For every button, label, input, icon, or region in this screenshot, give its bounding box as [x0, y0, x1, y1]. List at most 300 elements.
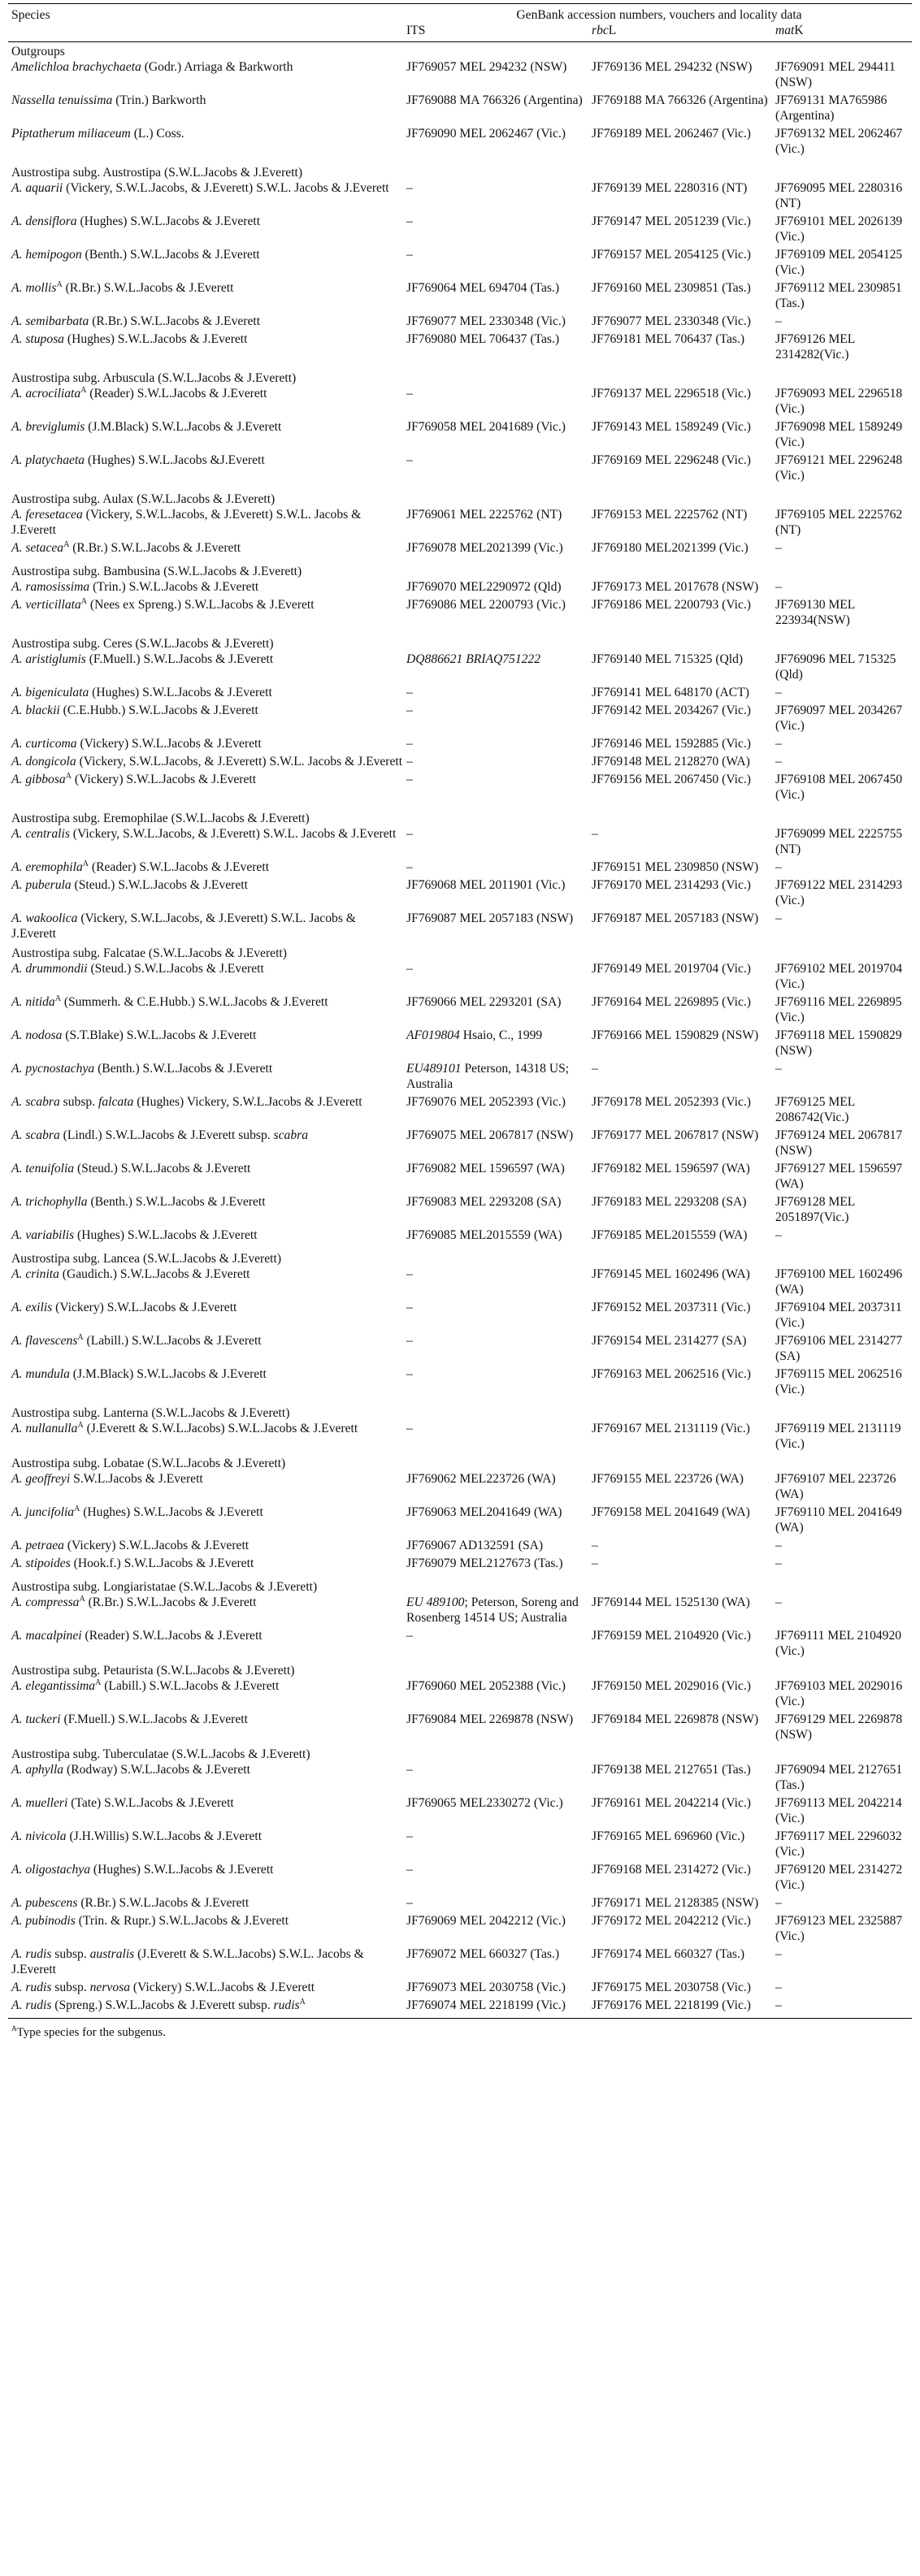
table-row	[8, 419, 912, 452]
species-cell: A. scabra (Lindl.) S.W.L.Jacobs & J.Everett subsp. scabra	[11, 1128, 308, 1142]
rbcl-cell: JF769187 MEL 2057183 (NSW)	[592, 911, 759, 925]
matk-cell: –	[775, 1896, 782, 1910]
matk-cell: JF769121 MEL 2296248 (Vic.)	[775, 453, 903, 483]
matk-cell: JF769132 MEL 2062467 (Vic.)	[775, 127, 903, 156]
species-cell: A. stipoides (Hook.f.) S.W.L.Jacobs & J.Everett	[11, 1556, 254, 1570]
table-body	[8, 42, 912, 2019]
table-row	[8, 280, 912, 314]
subgenus-label: Austrostipa subg. Lobatae (S.W.L.Jacobs & J.Everett)	[11, 1457, 286, 1470]
subgenus-label: Austrostipa subg. Falcatae (S.W.L.Jacobs & J.Everett)	[11, 946, 287, 960]
matk-cell: –	[775, 541, 782, 555]
table-row	[8, 59, 912, 93]
subgenus-label: Austrostipa subg. Petaurista (S.W.L.Jacobs & J.Everett)	[11, 1664, 295, 1678]
table-row	[8, 1194, 912, 1227]
its-cell: JF769069 MEL 2042212 (Vic.)	[406, 1914, 566, 1928]
species-cell: A. dongicola (Vickery, S.W.L.Jacobs, & J.Everett) S.W.L. Jacobs & J.Everett	[11, 755, 403, 768]
rbcl-cell: JF769181 MEL 706437 (Tas.)	[592, 332, 745, 346]
table-row	[8, 93, 912, 126]
rbcl-cell: JF769138 MEL 2127651 (Tas.)	[592, 1763, 751, 1777]
table-row	[8, 754, 912, 772]
its-cell: JF769077 MEL 2330348 (Vic.)	[406, 314, 566, 328]
table-row	[8, 1762, 912, 1795]
matk-cell: JF769111 MEL 2104920 (Vic.)	[775, 1629, 902, 1658]
rbcl-cell: JF769172 MEL 2042212 (Vic.)	[592, 1914, 751, 1928]
matk-cell: JF769130 MEL 223934(NSW)	[775, 598, 855, 627]
matk-cell: –	[775, 1947, 782, 1961]
table-row	[8, 1266, 912, 1300]
its-cell: JF769076 MEL 2052393 (Vic.)	[406, 1095, 566, 1109]
species-cell: A. acrociliata$^A$ (Reader) S.W.L.Jacobs & J.Everett	[11, 385, 267, 400]
table-row	[8, 597, 912, 630]
species-cell: A. tenuifolia (Steud.) S.W.L.Jacobs & J.Everett	[11, 1162, 251, 1175]
its-cell: –	[406, 1763, 413, 1777]
table-row	[8, 1471, 912, 1504]
table-row	[8, 1556, 912, 1574]
its-cell: JF769062 MEL223726 (WA)	[406, 1472, 556, 1486]
matk-cell: JF769091 MEL 294411 (NSW)	[775, 60, 896, 89]
rbcl-cell: JF769177 MEL 2067817 (NSW)	[592, 1128, 759, 1142]
matk-cell: JF769094 MEL 2127651 (Tas.)	[775, 1763, 903, 1792]
table-row	[8, 1504, 912, 1538]
rbcl-cell: JF769159 MEL 2104920 (Vic.)	[592, 1629, 751, 1643]
species-cell: A. pubescens (R.Br.) S.W.L.Jacobs & J.Everett	[11, 1896, 250, 1910]
its-cell: –	[406, 181, 413, 195]
its-cell: EU 489100; Peterson, Soreng and Rosenberg 14514 US; Australia	[406, 1595, 579, 1625]
group-header-row	[8, 42, 912, 60]
rbcl-cell: JF769137 MEL 2296518 (Vic.)	[592, 387, 751, 400]
matk-cell: JF769109 MEL 2054125 (Vic.)	[775, 248, 903, 277]
species-cell: A. rudis subsp. australis (J.Everett & S.W.L.Jacobs) S.W.L. Jacobs & J.Everett	[11, 1947, 364, 1976]
its-cell: –	[406, 860, 413, 874]
subgenus-header-row	[8, 486, 912, 507]
species-cell: A. pubinodis (Trin. & Rupr.) S.W.L.Jacobs & J.Everett	[11, 1914, 289, 1928]
matk-cell: JF769126 MEL 2314282(Vic.)	[775, 332, 855, 362]
matk-cell: JF769128 MEL 2051897(Vic.)	[775, 1195, 855, 1224]
matk-cell: –	[775, 314, 782, 328]
species-cell: A. oligostachya (Hughes) S.W.L.Jacobs & J.Everett	[11, 1863, 274, 1877]
its-cell: DQ886621 BRIAQ751222	[406, 652, 541, 666]
its-cell: –	[406, 1367, 413, 1381]
species-cell: A. nullanulla$^A$ (J.Everett & S.W.L.Jacobs) S.W.L.Jacobs & J.Everett	[11, 1420, 358, 1435]
matk-cell: JF769106 MEL 2314277 (SA)	[775, 1334, 903, 1363]
subgenus-header-row	[8, 1574, 912, 1595]
table-row	[8, 961, 912, 994]
subgenus-label: Austrostipa subg. Lanterna (S.W.L.Jacobs & J.Everett)	[11, 1406, 290, 1420]
table-row	[8, 1712, 912, 1745]
matk-cell: –	[775, 1228, 782, 1242]
rbcl-cell: JF769165 MEL 696960 (Vic.)	[592, 1829, 745, 1843]
species-cell: Nassella tenuissima (Trin.) Barkworth	[11, 93, 206, 107]
table-row	[8, 772, 912, 805]
matk-cell: JF769097 MEL 2034267 (Vic.)	[775, 704, 903, 733]
matk-cell: JF769118 MEL 1590829 (NSW)	[775, 1028, 902, 1058]
species-cell: A. aristiglumis (F.Muell.) S.W.L.Jacobs & J.Everett	[11, 652, 274, 666]
rbcl-cell: JF769145 MEL 1602496 (WA)	[592, 1267, 750, 1281]
its-cell: JF769088 MA 766326 (Argentina)	[406, 93, 583, 107]
matk-cell: JF769095 MEL 2280316 (NT)	[775, 181, 903, 210]
matk-cell: –	[775, 737, 782, 751]
rbcl-cell: JF769140 MEL 715325 (Qld)	[592, 652, 744, 666]
its-cell: JF769082 MEL 1596597 (WA)	[406, 1162, 565, 1175]
rbcl-cell: JF769143 MEL 1589249 (Vic.)	[592, 420, 751, 434]
subgenus-label: Outgroups	[11, 45, 65, 58]
its-cell: EU489101 Peterson, 14318 US; Australia	[406, 1062, 570, 1091]
rbcl-cell: JF769186 MEL 2200793 (Vic.)	[592, 598, 751, 612]
matk-cell: JF769110 MEL 2041649 (WA)	[775, 1505, 902, 1535]
species-cell: A. exilis (Vickery) S.W.L.Jacobs & J.Everett	[11, 1301, 237, 1314]
rbcl-cell: JF769169 MEL 2296248 (Vic.)	[592, 453, 751, 467]
matk-cell: JF769098 MEL 1589249 (Vic.)	[775, 420, 903, 449]
matk-cell: JF769112 MEL 2309851 (Tas.)	[775, 281, 902, 310]
species-cell: A. feresetacea (Vickery, S.W.L.Jacobs, & J.Everett) S.W.L. Jacobs & J.Everett	[11, 508, 362, 537]
table-row	[8, 859, 912, 877]
table-row	[8, 1998, 912, 2019]
its-cell: JF769061 MEL 2225762 (NT)	[406, 508, 562, 522]
its-cell: JF769057 MEL 294232 (NSW)	[406, 60, 567, 74]
its-cell: –	[406, 1863, 413, 1877]
rbcl-cell: JF769175 MEL 2030758 (Vic.)	[592, 1981, 751, 1994]
subgenus-header-row	[8, 1400, 912, 1421]
matk-cell: JF769123 MEL 2325887 (Vic.)	[775, 1914, 903, 1943]
rbcl-cell: JF769077 MEL 2330348 (Vic.)	[592, 314, 751, 328]
rbcl-cell: JF769152 MEL 2037311 (Vic.)	[592, 1301, 751, 1314]
its-cell: JF769075 MEL 2067817 (NSW)	[406, 1128, 574, 1142]
its-cell: –	[406, 686, 413, 699]
species-cell: A. aquarii (Vickery, S.W.L.Jacobs, & J.Everett) S.W.L. Jacobs & J.Everett	[11, 181, 389, 195]
subgenus-header-row	[8, 1245, 912, 1266]
rbcl-cell: JF769184 MEL 2269878 (NSW)	[592, 1712, 759, 1726]
its-cell: JF769074 MEL 2218199 (Vic.)	[403, 1998, 588, 2019]
species-cell: A. nodosa (S.T.Blake) S.W.L.Jacobs & J.Everett	[11, 1028, 257, 1042]
table-row	[8, 1094, 912, 1128]
table-row	[8, 452, 912, 486]
matk-cell: JF769120 MEL 2314272 (Vic.)	[775, 1863, 903, 1892]
table-row	[8, 1061, 912, 1094]
species-cell: A. elegantissima$^A$ (Labill.) S.W.L.Jacobs & J.Everett	[11, 1678, 280, 1693]
species-cell: A. macalpinei (Reader) S.W.L.Jacobs & J.Everett	[11, 1629, 263, 1643]
its-cell: JF769064 MEL 694704 (Tas.)	[406, 281, 560, 295]
matk-cell: –	[775, 911, 782, 925]
rbcl-cell: JF769188 MA 766326 (Argentina)	[592, 93, 768, 107]
subgenus-header-row	[8, 1745, 912, 1762]
its-cell: JF769084 MEL 2269878 (NSW)	[406, 1712, 574, 1726]
species-cell: A. muelleri (Tate) S.W.L.Jacobs & J.Everett	[11, 1796, 234, 1810]
table-row	[8, 1980, 912, 1998]
table-row	[8, 1538, 912, 1556]
rbcl-cell: JF769168 MEL 2314272 (Vic.)	[592, 1863, 751, 1877]
rbcl-cell: –	[592, 827, 598, 841]
its-cell: –	[406, 827, 413, 841]
matk-cell: –	[775, 860, 782, 874]
matk-cell: JF769122 MEL 2314293 (Vic.)	[775, 878, 903, 907]
footnote: $^A$Type species for the subgenus.	[11, 2024, 166, 2039]
genbank-header: GenBank accession numbers, vouchers and locality data	[403, 4, 912, 24]
table-row	[8, 1913, 912, 1946]
table-row	[8, 214, 912, 247]
table-row	[8, 1161, 912, 1194]
its-cell: JF769070 MEL2290972 (Qld)	[406, 580, 562, 594]
table-row	[8, 1678, 912, 1712]
rbcl-cell: JF769170 MEL 2314293 (Vic.)	[592, 878, 751, 892]
its-cell: –	[406, 1629, 413, 1643]
matk-cell: JF769104 MEL 2037311 (Vic.)	[775, 1301, 902, 1330]
matk-cell: JF769127 MEL 1596597 (WA)	[775, 1162, 903, 1191]
species-cell: A. breviglumis (J.M.Black) S.W.L.Jacobs & J.Everett	[11, 420, 282, 434]
its-cell: –	[406, 1334, 413, 1348]
matk-cell: JF769124 MEL 2067817 (NSW)	[775, 1128, 903, 1158]
table-row	[8, 994, 912, 1028]
table-row	[8, 247, 912, 280]
species-cell: A. geoffreyi S.W.L.Jacobs & J.Everett	[11, 1472, 203, 1486]
species-header: Species	[8, 4, 403, 24]
rbcl-cell: JF769156 MEL 2067450 (Vic.)	[592, 773, 751, 786]
its-cell: JF769063 MEL2041649 (WA)	[406, 1505, 562, 1519]
species-cell: A. puberula (Steud.) S.W.L.Jacobs & J.Everett	[11, 878, 248, 892]
species-cell: A. flavescens$^A$ (Labill.) S.W.L.Jacobs & J.Everett	[11, 1332, 262, 1348]
matk-cell: JF769119 MEL 2131119 (Vic.)	[775, 1422, 901, 1451]
rbcl-cell: JF769150 MEL 2029016 (Vic.)	[592, 1679, 751, 1693]
rbcl-cell: JF769160 MEL 2309851 (Tas.)	[592, 281, 751, 295]
subgenus-header-row	[8, 944, 912, 961]
matk-cell: JF769100 MEL 1602496 (WA)	[775, 1267, 903, 1297]
species-cell: A. ramosissima (Trin.) S.W.L.Jacobs & J.Everett	[11, 580, 259, 594]
its-header: ITS	[403, 23, 588, 42]
matk-cell: JF769113 MEL 2042214 (Vic.)	[775, 1796, 902, 1825]
matk-cell: –	[775, 686, 782, 699]
its-cell: –	[406, 1829, 413, 1843]
subgenus-label: Austrostipa subg. Tuberculatae (S.W.L.Jacobs & J.Everett)	[11, 1747, 310, 1761]
rbcl-cell: JF769155 MEL 223726 (WA)	[592, 1472, 744, 1486]
matk-cell: JF769117 MEL 2296032 (Vic.)	[775, 1829, 902, 1859]
species-cell: Piptatherum miliaceum (L.) Coss.	[11, 127, 184, 141]
its-cell: –	[406, 962, 413, 976]
matk-cell: JF769099 MEL 2225755 (NT)	[775, 827, 903, 856]
its-cell: –	[406, 1422, 413, 1435]
subgenus-label: Austrostipa subg. Lancea (S.W.L.Jacobs & J.Everett)	[11, 1252, 282, 1266]
subgenus-header-row	[8, 365, 912, 386]
its-cell: JF769086 MEL 2200793 (Vic.)	[406, 598, 566, 612]
its-cell: JF769085 MEL2015559 (WA)	[406, 1228, 562, 1242]
rbcl-cell: JF769144 MEL 1525130 (WA)	[592, 1595, 750, 1609]
matk-cell: –	[775, 1981, 782, 1994]
species-cell: A. variabilis (Hughes) S.W.L.Jacobs & J.Everett	[11, 1228, 258, 1242]
species-cell: A. hemipogon (Benth.) S.W.L.Jacobs & J.Everett	[11, 248, 260, 262]
its-cell: JF769060 MEL 2052388 (Vic.)	[406, 1679, 566, 1693]
species-cell: A. aphylla (Rodway) S.W.L.Jacobs & J.Everett	[11, 1763, 250, 1777]
its-cell: JF769087 MEL 2057183 (NSW)	[406, 911, 574, 925]
rbcl-cell: JF769153 MEL 2225762 (NT)	[592, 508, 748, 522]
species-cell: A. rudis (Spreng.) S.W.L.Jacobs & J.Everett subsp. rudis$^A$	[8, 1998, 403, 2019]
rbcl-cell: JF769182 MEL 1596597 (WA)	[592, 1162, 750, 1175]
species-cell: A. gibbosa$^A$ (Vickery) S.W.L.Jacobs & J.Everett	[11, 771, 257, 786]
its-cell: –	[406, 387, 413, 400]
species-cell: A. drummondii (Steud.) S.W.L.Jacobs & J.Everett	[11, 962, 264, 976]
species-cell: A. trichophylla (Benth.) S.W.L.Jacobs & J.Everett	[11, 1195, 266, 1209]
species-cell: A. setacea$^A$ (R.Br.) S.W.L.Jacobs & J.Everett	[11, 539, 241, 555]
subgenus-label: Austrostipa subg. Aulax (S.W.L.Jacobs & J.Everett)	[11, 492, 276, 506]
rbcl-cell: JF769146 MEL 1592885 (Vic.)	[592, 737, 751, 751]
subgenus-label: Austrostipa subg. Arbuscula (S.W.L.Jacobs & J.Everett)	[11, 371, 297, 385]
rbcl-cell: JF769157 MEL 2054125 (Vic.)	[592, 248, 751, 262]
table-row	[8, 1628, 912, 1661]
matk-cell: JF769131 MA765986 (Argentina)	[775, 93, 887, 123]
its-cell: JF769068 MEL 2011901 (Vic.)	[406, 878, 566, 892]
species-cell: A. bigeniculata (Hughes) S.W.L.Jacobs & J.Everett	[11, 686, 272, 699]
rbcl-cell: JF769141 MEL 648170 (ACT)	[592, 686, 749, 699]
table-row	[8, 1946, 912, 1980]
table-row	[8, 1028, 912, 1061]
table-header	[8, 4, 912, 42]
rbcl-cell: JF769173 MEL 2017678 (NSW)	[592, 580, 759, 594]
subgenus-header-row	[8, 159, 912, 180]
table-row	[8, 1333, 912, 1366]
table-row	[8, 507, 912, 540]
table-row	[8, 1227, 912, 1245]
matk-cell: JF769096 MEL 715325 (Qld)	[775, 652, 896, 682]
subgenus-label: Austrostipa subg. Longiaristatae (S.W.L.Jacobs & J.Everett)	[11, 1580, 318, 1594]
its-cell: AF019804 Hsaio, C., 1999	[406, 1028, 543, 1042]
its-cell: –	[406, 453, 413, 467]
matk-cell: JF769102 MEL 2019704 (Vic.)	[775, 962, 903, 991]
species-cell: A. verticillata$^A$ (Nees ex Spreng.) S.W.L.Jacobs & J.Everett	[11, 596, 315, 612]
species-cell: A. scabra subsp. falcata (Hughes) Vickery, S.W.L.Jacobs & J.Everett	[11, 1095, 362, 1109]
its-cell: –	[406, 773, 413, 786]
matk-cell: JF769108 MEL 2067450 (Vic.)	[775, 773, 903, 802]
subgenus-label: Austrostipa subg. Bambusina (S.W.L.Jacobs & J.Everett)	[11, 565, 302, 578]
rbcl-cell: JF769185 MEL2015559 (WA)	[592, 1228, 748, 1242]
matk-cell: –	[775, 580, 782, 594]
matk-cell: JF769103 MEL 2029016 (Vic.)	[775, 1679, 903, 1708]
rbcl-cell: JF769183 MEL 2293208 (SA)	[592, 1195, 747, 1209]
matk-cell: –	[775, 755, 782, 768]
its-cell: JF769067 AD132591 (SA)	[406, 1539, 544, 1552]
genbank-table	[8, 3, 912, 2019]
species-cell: A. tuckeri (F.Muell.) S.W.L.Jacobs & J.Everett	[11, 1712, 248, 1726]
table-row	[8, 1829, 912, 1862]
rbcl-cell: –	[592, 1062, 598, 1076]
rbcl-cell: JF769149 MEL 2019704 (Vic.)	[592, 962, 751, 976]
rbcl-cell: JF769158 MEL 2041649 (WA)	[592, 1505, 750, 1519]
rbcl-cell: JF769147 MEL 2051239 (Vic.)	[592, 214, 751, 228]
species-cell: A. crinita (Gaudich.) S.W.L.Jacobs & J.Everett	[11, 1267, 250, 1281]
rbcl-cell: JF769164 MEL 2269895 (Vic.)	[592, 995, 751, 1009]
rbcl-cell: JF769136 MEL 294232 (NSW)	[592, 60, 753, 74]
table-row	[8, 911, 912, 944]
subgenus-label: Austrostipa subg. Austrostipa (S.W.L.Jacobs & J.Everett)	[11, 166, 303, 180]
its-cell: JF769078 MEL2021399 (Vic.)	[406, 541, 563, 555]
table-row	[8, 126, 912, 159]
its-cell: –	[406, 704, 413, 717]
species-cell: A. blackii (C.E.Hubb.) S.W.L.Jacobs & J.Everett	[11, 704, 258, 717]
rbcl-cell: JF769161 MEL 2042214 (Vic.)	[592, 1796, 751, 1810]
table-row	[8, 1366, 912, 1400]
rbcl-cell: JF769148 MEL 2128270 (WA)	[592, 755, 750, 768]
its-cell: JF769066 MEL 2293201 (SA)	[406, 995, 562, 1009]
table-row	[8, 1128, 912, 1161]
species-cell: A. eremophila$^A$ (Reader) S.W.L.Jacobs & J.Everett	[11, 859, 270, 874]
species-cell: A. pycnostachya (Benth.) S.W.L.Jacobs & J.Everett	[11, 1062, 273, 1076]
species-cell: Amelichloa brachychaeta (Godr.) Arriaga & Barkworth	[11, 60, 293, 74]
table-row	[8, 1862, 912, 1895]
species-cell: A. juncifolia$^A$ (Hughes) S.W.L.Jacobs & J.Everett	[11, 1504, 263, 1519]
rbcl-cell: JF769178 MEL 2052393 (Vic.)	[592, 1095, 751, 1109]
table-row	[8, 703, 912, 736]
its-cell: JF769058 MEL 2041689 (Vic.)	[406, 420, 566, 434]
species-cell: A. platychaeta (Hughes) S.W.L.Jacobs &J.Everett	[11, 453, 265, 467]
species-cell: A. densiflora (Hughes) S.W.L.Jacobs & J.Everett	[11, 214, 261, 228]
matk-cell: JF769105 MEL 2225762 (NT)	[775, 508, 903, 537]
subgenus-header-row	[8, 558, 912, 579]
species-cell: A. curticoma (Vickery) S.W.L.Jacobs & J.Everett	[11, 737, 262, 751]
its-cell: –	[406, 1301, 413, 1314]
table-row	[8, 877, 912, 911]
its-cell: –	[406, 737, 413, 751]
rbcl-header: rbcL	[588, 23, 772, 42]
species-cell: A. petraea (Vickery) S.W.L.Jacobs & J.Everett	[11, 1539, 250, 1552]
its-cell: JF769090 MEL 2062467 (Vic.)	[406, 127, 566, 141]
table-row	[8, 685, 912, 703]
its-cell: –	[406, 1896, 413, 1910]
table-row	[8, 540, 912, 558]
table-row	[8, 180, 912, 214]
matk-cell: JF769107 MEL 223726 (WA)	[775, 1472, 896, 1501]
subgenus-label: Austrostipa subg. Eremophilae (S.W.L.Jacobs & J.Everett)	[11, 812, 310, 825]
rbcl-cell: JF769176 MEL 2218199 (Vic.)	[588, 1998, 772, 2019]
species-cell: A. nitida$^A$ (Summerh. & C.E.Hubb.) S.W.L.Jacobs & J.Everett	[11, 994, 328, 1009]
rbcl-cell: JF769167 MEL 2131119 (Vic.)	[592, 1422, 750, 1435]
table-row	[8, 1895, 912, 1913]
table-row	[8, 736, 912, 754]
its-cell: –	[406, 214, 413, 228]
matk-cell: JF769116 MEL 2269895 (Vic.)	[775, 995, 902, 1024]
table-row	[8, 826, 912, 859]
subgenus-header-row	[8, 805, 912, 826]
species-cell: A. stuposa (Hughes) S.W.L.Jacobs & J.Everett	[11, 332, 248, 346]
rbcl-cell: JF769180 MEL2021399 (Vic.)	[592, 541, 749, 555]
rbcl-cell: JF769174 MEL 660327 (Tas.)	[592, 1947, 745, 1961]
table-row	[8, 652, 912, 685]
matk-cell: –	[775, 1062, 782, 1076]
subgenus-header-row	[8, 630, 912, 652]
rbcl-cell: –	[592, 1556, 598, 1570]
species-cell: A. nivicola (J.H.Willis) S.W.L.Jacobs & J.Everett	[11, 1829, 263, 1843]
table-row	[8, 331, 912, 365]
its-cell: JF769073 MEL 2030758 (Vic.)	[406, 1981, 566, 1994]
table-row	[8, 1595, 912, 1628]
table-row	[8, 1421, 912, 1454]
matk-cell: –	[775, 1539, 782, 1552]
rbcl-cell: JF769151 MEL 2309850 (NSW)	[592, 860, 759, 874]
rbcl-cell: JF769166 MEL 1590829 (NSW)	[592, 1028, 759, 1042]
its-cell: JF769083 MEL 2293208 (SA)	[406, 1195, 562, 1209]
species-cell: A. semibarbata (R.Br.) S.W.L.Jacobs & J.Everett	[11, 314, 261, 328]
rbcl-cell: JF769171 MEL 2128385 (NSW)	[592, 1896, 759, 1910]
rbcl-cell: JF769154 MEL 2314277 (SA)	[592, 1334, 747, 1348]
matk-header: matK	[772, 23, 912, 42]
its-cell: –	[406, 1267, 413, 1281]
rbcl-cell: –	[592, 1539, 598, 1552]
matk-cell: –	[775, 1595, 782, 1609]
table-row	[8, 579, 912, 597]
its-cell: JF769080 MEL 706437 (Tas.)	[406, 332, 560, 346]
its-cell: –	[406, 755, 413, 768]
rbcl-cell: JF769189 MEL 2062467 (Vic.)	[592, 127, 751, 141]
table-row	[8, 314, 912, 331]
rbcl-cell: JF769142 MEL 2034267 (Vic.)	[592, 704, 751, 717]
species-cell: A. wakoolica (Vickery, S.W.L.Jacobs, & J.Everett) S.W.L. Jacobs & J.Everett	[11, 911, 356, 941]
matk-cell: JF769125 MEL 2086742(Vic.)	[775, 1095, 855, 1124]
rbcl-cell: JF769163 MEL 2062516 (Vic.)	[592, 1367, 751, 1381]
